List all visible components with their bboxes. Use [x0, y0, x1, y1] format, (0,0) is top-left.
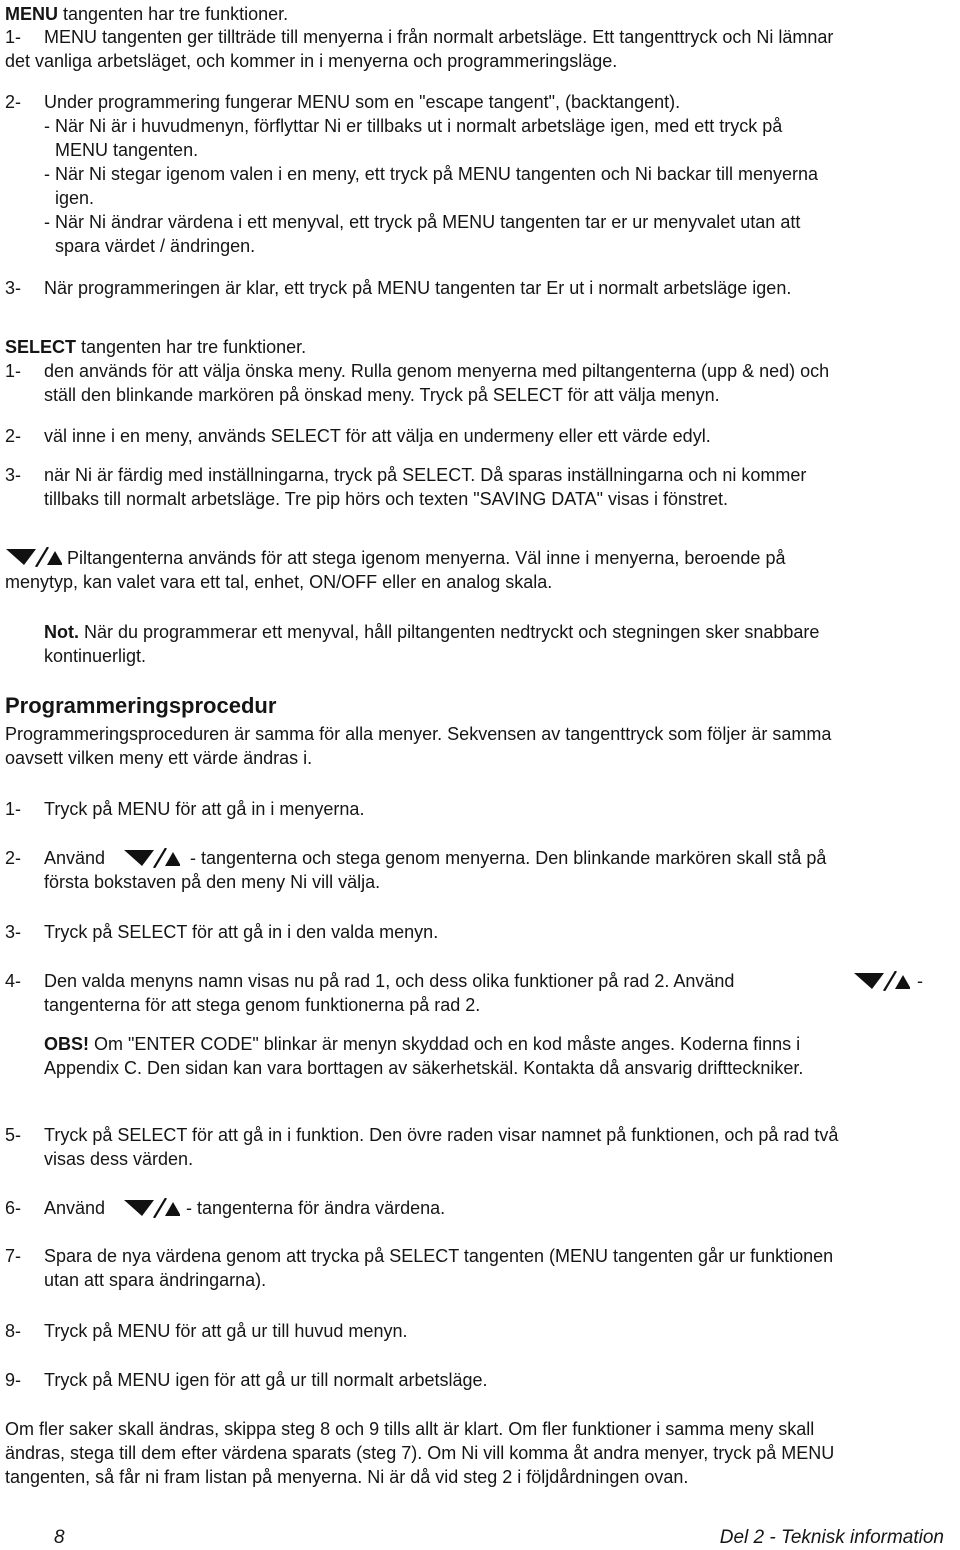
menu-item1-num: 1-	[5, 27, 22, 47]
step2-text: - tangenterna och stega genom menyerna. Den blinkande markören skall stå på	[190, 848, 827, 868]
menu-item2-num: 2-	[5, 92, 22, 112]
menu-sub2: - När Ni stegar igenom valen i en meny, ett tryck på MENU tangenten och Ni backar till menyerna	[44, 164, 818, 184]
menu-sub1: - När Ni är i huvudmenyn, förflyttar Ni er tillbaks ut i normalt arbetsläge igen, med ett tryck på	[44, 116, 783, 136]
menu-item2-text: Under programmering fungerar MENU som en "escape tangent", (backtangent).	[44, 92, 681, 112]
select-item2-text: väl inne i en meny, används SELECT för att välja en undermeny eller ett värde edyl.	[44, 426, 711, 446]
menu-sub2-2: igen.	[55, 188, 95, 208]
step8-text: Tryck på MENU för att gå ur till huvud menyn.	[44, 1321, 408, 1341]
obs-label: OBS!	[44, 1034, 89, 1054]
step6-pre: Använd	[44, 1198, 106, 1218]
footer-section: Del 2 - Teknisk information	[719, 1527, 944, 1548]
menu-sub1-2: MENU tangenten.	[55, 140, 199, 160]
step3-num: 3-	[5, 922, 22, 942]
procedure-heading: Programmeringsprocedur	[5, 693, 277, 718]
step8-num: 8-	[5, 1321, 22, 1341]
page-number: 8	[54, 1527, 65, 1548]
step2-num: 2-	[5, 848, 22, 868]
menu-item1-text-2: det vanliga arbetsläget, och kommer in i menyerna och programmeringsläge.	[5, 51, 618, 71]
step6-num: 6-	[5, 1198, 22, 1218]
menu-sub3: - När Ni ändrar värdena i ett menyval, ett tryck på MENU tangenten tar er ur menyvalet utan att	[44, 212, 801, 232]
obs-2: Appendix C. Den sidan kan vara borttagen av säkerhetskäl. Kontakta då ansvarig driftteckniker.	[44, 1058, 804, 1078]
procedure-intro-2: oavsett vilken meny ett värde ändras i.	[5, 748, 313, 768]
procedure-intro: Programmeringsproceduren är samma för alla menyer. Sekvensen av tangenttryck som följer är samma	[5, 724, 832, 744]
arrow-keys-icon	[854, 971, 910, 991]
note: Not. När du programmerar ett menyval, håll piltangenten nedtryckt och stegningen sker snabbare	[44, 622, 820, 642]
step4-dash: -	[917, 971, 923, 991]
arrows-text: Piltangenterna används för att stega igenom menyerna. Väl inne i menyerna, beroende på	[67, 548, 786, 568]
menu-item3-text: När programmeringen är klar, ett tryck på MENU tangenten tar Er ut i normalt arbetsläge igen.	[44, 278, 792, 298]
step4-text: Den valda menyns namn visas nu på rad 1, och dess olika funktioner på rad 2. Använd	[44, 971, 735, 991]
select-item1-text: den används för att välja önska meny. Rulla genom menyerna med piltangenterna (upp & ned) och	[44, 361, 830, 381]
select-item1-num: 1-	[5, 361, 22, 381]
arrows-text-2: menytyp, kan valet vara ett tal, enhet, ON/OFF eller en analog skala.	[5, 572, 553, 592]
select-keyword: SELECT	[5, 337, 77, 357]
menu-item1-text: MENU tangenten ger tillträde till menyerna i från normalt arbetsläge. Ett tangenttryck och Ni lämnar	[44, 27, 834, 47]
step3-text: Tryck på SELECT för att gå in i den valda menyn.	[44, 922, 439, 942]
obs: OBS! Om "ENTER CODE" blinkar är menyn skyddad och en kod måste anges. Koderna finns i	[44, 1034, 801, 1054]
step1-num: 1-	[5, 799, 22, 819]
step9-num: 9-	[5, 1370, 22, 1390]
select-intro: SELECT tangenten har tre funktioner.	[5, 337, 307, 357]
step1-text: Tryck på MENU för att gå in i menyerna.	[44, 799, 365, 819]
select-item3-num: 3-	[5, 465, 22, 485]
step6-text: - tangenterna för ändra värdena.	[186, 1198, 446, 1218]
step4-text-2: tangenterna för att stega genom funktionerna på rad 2.	[44, 995, 481, 1015]
menu-sub3-2: spara värdet / ändringen.	[55, 236, 256, 256]
arrow-keys-icon	[124, 1198, 180, 1218]
menu-intro: MENU tangenten har tre funktioner.	[5, 4, 289, 24]
procedure-outro-2: ändras, stega till dem efter värdena sparats (steg 7). Om Ni vill komma åt andra menyer, tryck på MENU	[5, 1443, 835, 1463]
step5-num: 5-	[5, 1125, 22, 1145]
step7-text-2: utan att spara ändringarna).	[44, 1270, 267, 1290]
note-2: kontinuerligt.	[44, 646, 147, 666]
arrow-keys-icon	[6, 547, 62, 567]
step4-num: 4-	[5, 971, 22, 991]
note-label: Not.	[44, 622, 79, 642]
menu-keyword: MENU	[5, 4, 58, 24]
select-item3-text: när Ni är färdig med inställningarna, tryck på SELECT. Då sparas inställningarna och ni kommer	[44, 465, 807, 485]
select-item1-text-2: ställ den blinkande markören på önskad meny. Tryck på SELECT för att välja menyn.	[44, 385, 720, 405]
step9-text: Tryck på MENU igen för att gå ur till normalt arbetsläge.	[44, 1370, 488, 1390]
step5-text: Tryck på SELECT för att gå in i funktion. Den övre raden visar namnet på funktionen, och på rad två	[44, 1125, 839, 1145]
procedure-outro-3: tangenten, så får ni fram listan på menyerna. Ni är då vid steg 2 i följdårdningen ovan.	[5, 1467, 689, 1487]
step7-num: 7-	[5, 1246, 22, 1266]
step5-text-2: visas dess värden.	[44, 1149, 194, 1169]
procedure-outro: Om fler saker skall ändras, skippa steg 8 och 9 tills allt är klart. Om fler funktioner i samma meny skall	[5, 1419, 815, 1439]
arrow-keys-icon	[124, 848, 180, 868]
menu-item3-num: 3-	[5, 278, 22, 298]
select-item3-text-2: tillbaks till normalt arbetsläge. Tre pip hörs och texten "SAVING DATA" visas i fönstret.	[44, 489, 729, 509]
select-item2-num: 2-	[5, 426, 22, 446]
step2-pre: Använd	[44, 848, 106, 868]
step7-text: Spara de nya värdena genom att trycka på SELECT tangenten (MENU tangenten går ur funktionen	[44, 1246, 834, 1266]
step2-text-2: första bokstaven på den meny Ni vill välja.	[44, 872, 381, 892]
